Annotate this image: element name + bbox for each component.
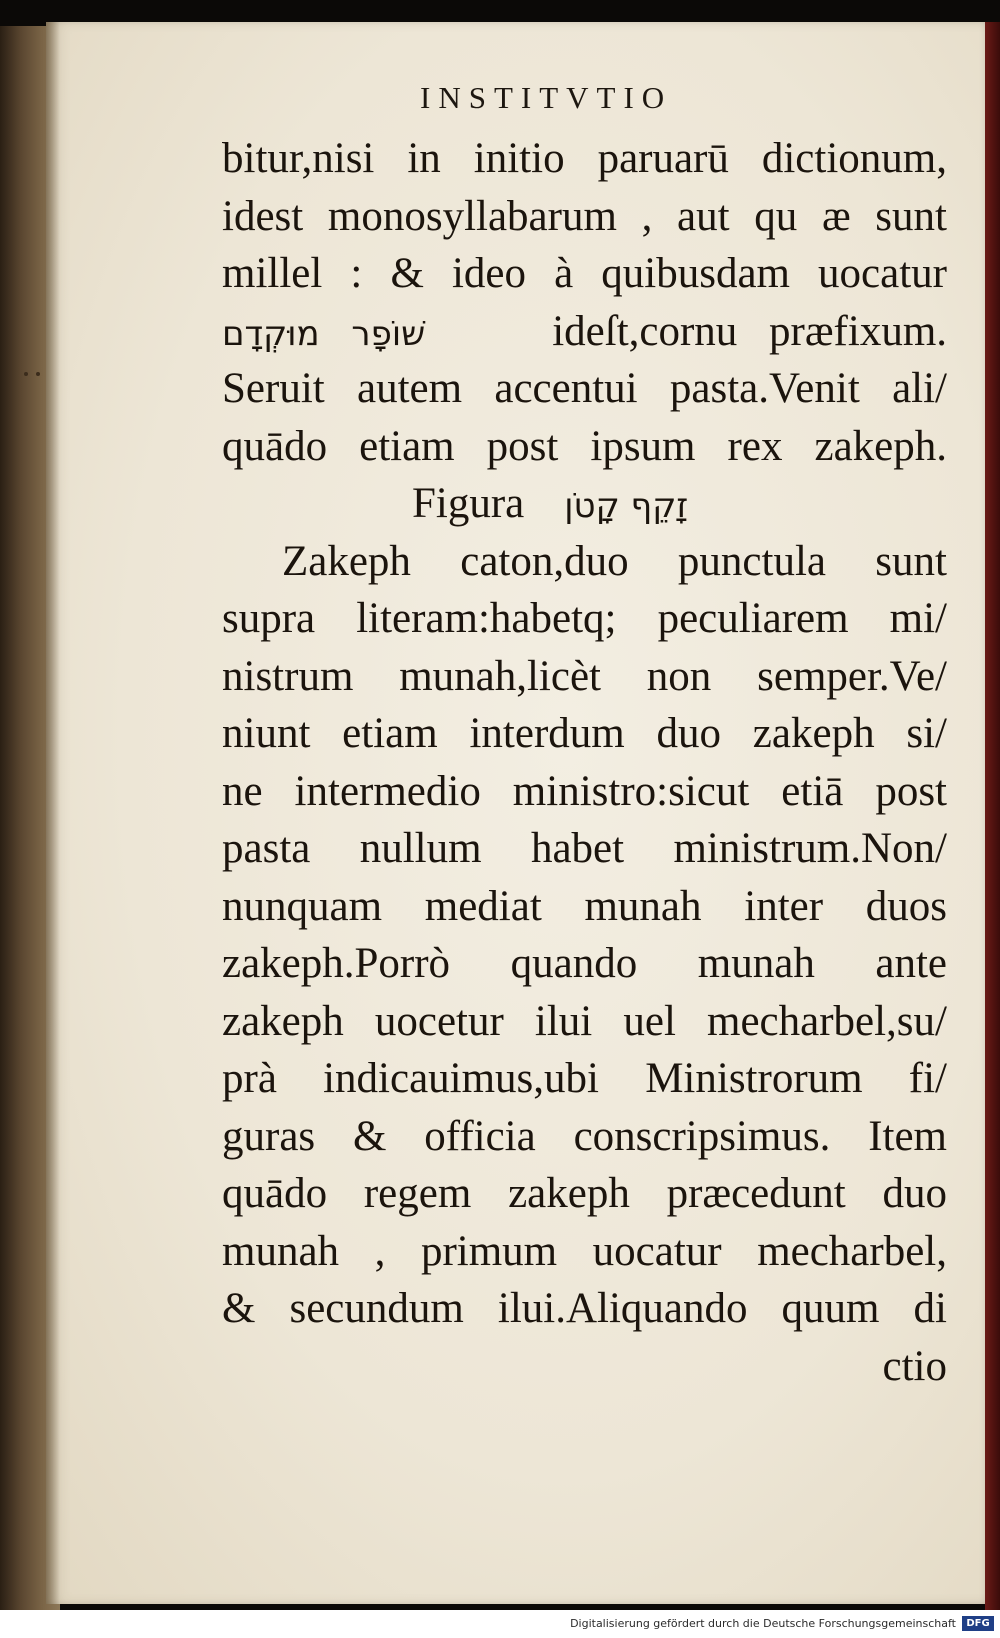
hebrew-phrase: שׁוֹפָר מוּקְדָם (222, 313, 426, 354)
footer-bar (0, 1610, 1000, 1638)
text-line: munah , primum uocatur mecharbel, (222, 1227, 947, 1275)
text-line: pasta nullum habet ministrum.Non/ (222, 825, 947, 872)
text-line: nistrum munah,licèt non semper.Ve/ (222, 652, 947, 700)
text-line: quādo regem zakeph præcedunt duo (222, 1170, 947, 1217)
text-line: prà indicauimus,ubi Ministrorum fi/ (222, 1055, 947, 1102)
catchword: ctio (882, 1342, 947, 1390)
text-line: millel : & ideo à quibusdam uocatur (222, 250, 947, 297)
text-line: zakeph uocetur ilui uel mecharbel,su/ (222, 997, 947, 1045)
hebrew-figure: זָקֵף קָטֹן (564, 486, 689, 526)
page-gutter-shadow (46, 22, 60, 1604)
book-cover-edge (985, 22, 1000, 1610)
text-line: supra literam:habetq; peculiarem mi/ (222, 595, 947, 642)
text-line: nunquam mediat munah inter duos (222, 882, 947, 930)
text-line: guras & officia conscripsimus. Item (222, 1112, 947, 1160)
text-fragment: ideſt,cornu præfixum. (552, 307, 948, 355)
text-line: & secundum ilui.Aliquando quum di (222, 1285, 947, 1332)
text-line: zakeph.Porrò quando munah ante (222, 940, 947, 987)
text-line: idest monosyllabarum , aut qu æ sunt (222, 192, 947, 240)
text-line: quādo etiam post ipsum rex zakeph. (222, 422, 947, 470)
funding-credit: Digitalisierung gefördert durch die Deutsche Forschungsgemeinschaft (570, 1617, 956, 1630)
figure-line (222, 475, 947, 533)
text-line: Zakeph caton,duo punctula sunt (282, 537, 947, 585)
text-line: niunt etiam interdum duo zakeph si/ (222, 710, 947, 757)
running-head: INSTITVTIO (420, 80, 673, 115)
text-line: bitur,nisi in initio paruarū dictionum, (222, 135, 947, 182)
text-line: ne intermedio ministro:sicut etiā post (222, 767, 947, 815)
dfg-logo: DFG (962, 1616, 994, 1631)
text-line: Seruit autem accentui pasta.Venit ali/ (222, 365, 947, 412)
margin-dots (22, 372, 46, 378)
page-text (222, 130, 947, 1395)
figure-label: Figura (412, 480, 525, 527)
text-line-with-hebrew (222, 303, 947, 361)
